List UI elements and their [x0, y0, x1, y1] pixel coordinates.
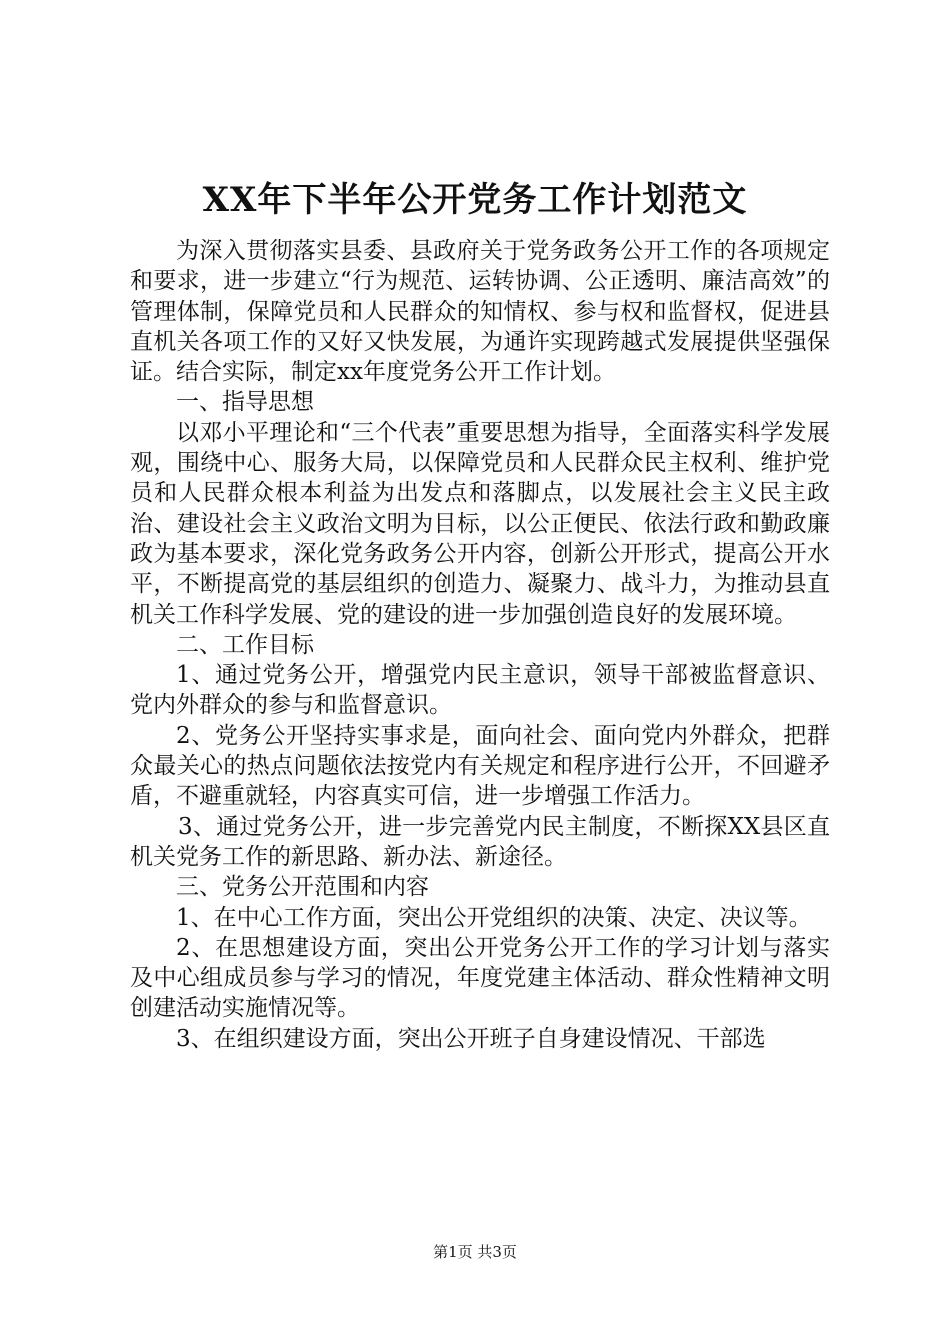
- document-body: [130, 236, 830, 1054]
- work-goal-item-2: 2、党务公开坚持实事求是，面向社会、面向党内外群众，把群众最关心的热点问题依法按党内有关规定和程序进行公开，不回避矛盾，不避重就轻，内容真实可信，进一步增强工作活力。: [130, 722, 830, 810]
- scope-item-1: 1、在中心工作方面，突出公开党组织的决策、决定、决议等。: [176, 904, 812, 931]
- section-heading-scope-content: 三、党务公开范围和内容: [176, 874, 429, 901]
- scope-item-3: 3、在组织建设方面，突出公开班子自身建设情况、干部选: [176, 1025, 766, 1052]
- work-goal-item-3: 3、通过党务公开，进一步完善党内民主制度，不断探XX县区直机关党务工作的新思路、新办法、新途径。: [130, 813, 830, 870]
- guiding-thought-paragraph: 以邓小平理论和“三个代表”重要思想为指导，全面落实科学发展观，围绕中心、服务大局，以保障党员和人民群众民主权利、维护党员和人民群众根本利益为出发点和落脚点，以发展社会主义民主政治、建设社会主义政治文明为目标，以公正便民、依法行政和勤政廉政为基本要求，深化党务政务公开内容，创新公开形式，提高公开水平，不断提高党的基层组织的创造力、凝聚力、战斗力，为推动县直机关工作科学发展、党的建设的进一步加强创造良好的发展环境。: [130, 419, 830, 628]
- page-footer: 第1页 共3页: [433, 1243, 517, 1261]
- work-goal-item-1: 1、通过党务公开，增强党内民主意识，领导干部被监督意识、党内外群众的参与和监督意识。: [130, 662, 830, 719]
- section-heading-work-goals: 二、工作目标: [176, 631, 314, 658]
- intro-paragraph: 为深入贯彻落实县委、县政府关于党务政务公开工作的各项规定和要求，进一步建立“行为规范、运转协调、公正透明、廉洁高效”的管理体制，保障党员和人民群众的知情权、参与权和监督权，促进县直机关各项工作的又好又快发展，为通许实现跨越式发展提供坚强保证。结合实际，制定xx年度党务公开工作计划。: [130, 238, 830, 386]
- section-heading-guiding-thought: 一、指导思想: [176, 389, 314, 416]
- scope-item-2: 2、在思想建设方面，突出公开党务公开工作的学习计划与落实及中心组成员参与学习的情况，年度党建主体活动、群众性精神文明创建活动实施情况等。: [130, 934, 830, 1022]
- document-title: XX年下半年公开党务工作计划范文: [202, 180, 748, 220]
